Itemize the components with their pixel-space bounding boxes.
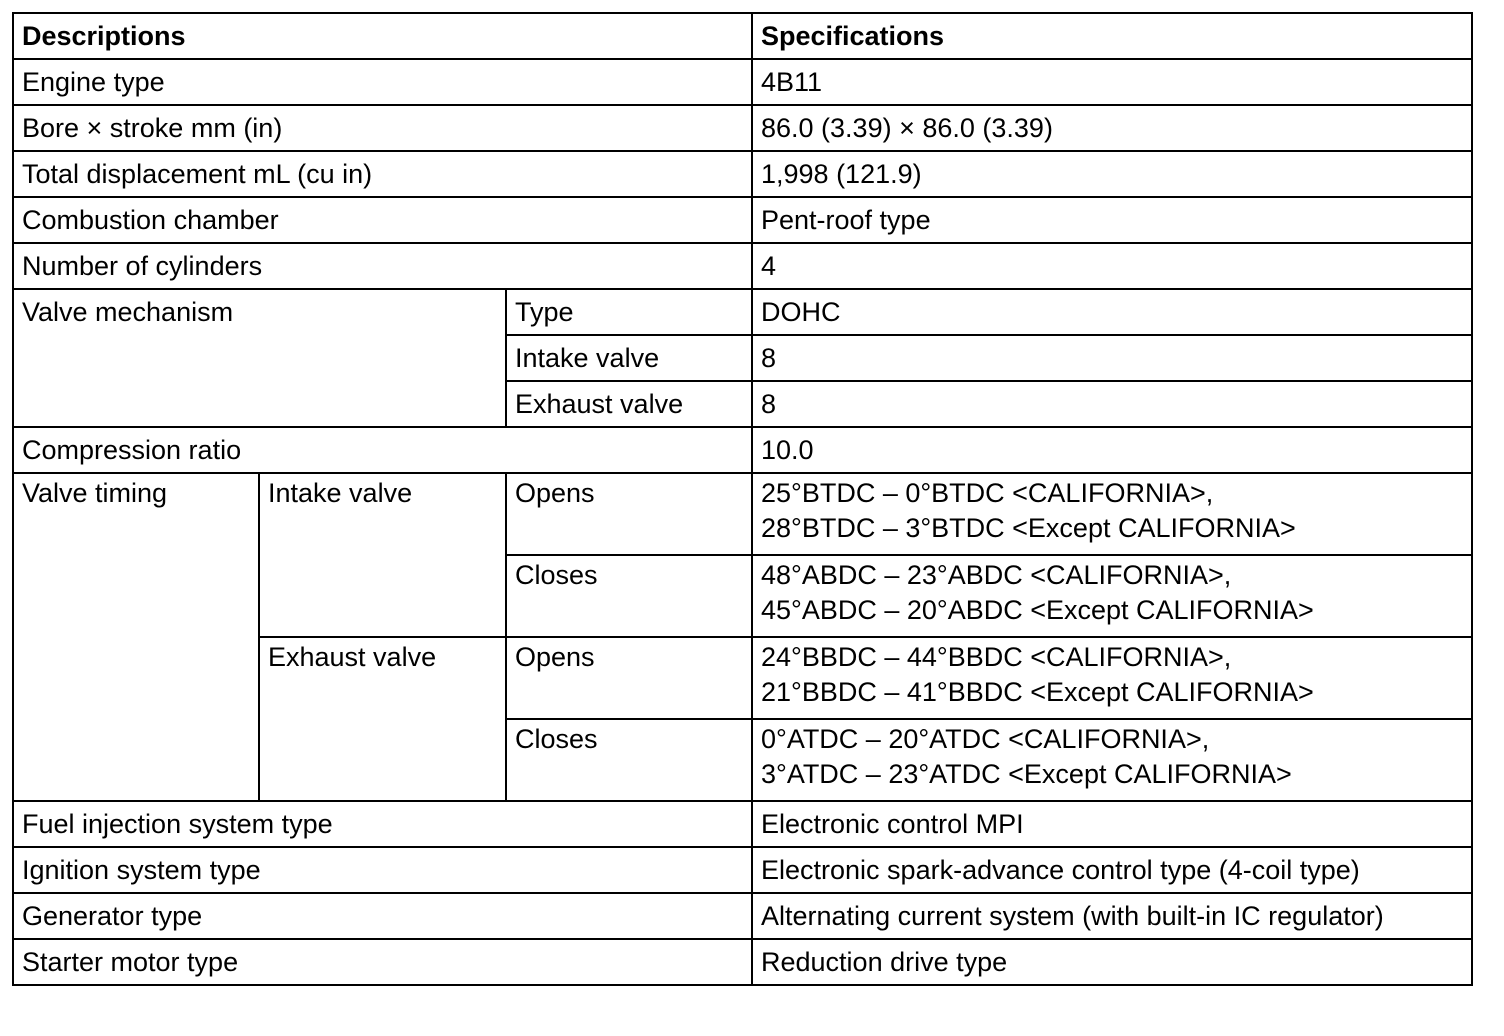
table-row <box>13 197 1472 243</box>
exhaust-opens-value <box>752 637 1472 719</box>
table-row <box>13 427 1472 473</box>
generator-label: Generator type <box>13 893 752 939</box>
exhaust-closes-line2: 3°ATDC – 23°ATDC <Except CALIFORNIA> <box>761 759 1292 789</box>
cylinders-value: 4 <box>752 243 1472 289</box>
intake-closes-line2: 45°ABDC – 20°ABDC <Except CALIFORNIA> <box>761 595 1314 625</box>
exhaust-closes-value <box>752 719 1472 801</box>
engine-type-value: 4B11 <box>752 59 1472 105</box>
table-row <box>13 939 1472 985</box>
valve-mechanism-exhaust-label: Exhaust valve <box>506 381 752 427</box>
combustion-chamber-value: Pent-roof type <box>752 197 1472 243</box>
fuel-injection-label: Fuel injection system type <box>13 801 752 847</box>
valve-mechanism-type-label: Type <box>506 289 752 335</box>
exhaust-closes-line1: 0°ATDC – 20°ATDC <CALIFORNIA>, <box>761 724 1210 754</box>
exhaust-opens-line2: 21°BBDC – 41°BBDC <Except CALIFORNIA> <box>761 677 1314 707</box>
generator-value: Alternating current system (with built-in IC regulator) <box>752 893 1472 939</box>
valve-mechanism-intake-value: 8 <box>752 335 1472 381</box>
starter-motor-value: Reduction drive type <box>752 939 1472 985</box>
valve-mechanism-type-value: DOHC <box>752 289 1472 335</box>
table-row <box>13 473 1472 555</box>
intake-opens-line1: 25°BTDC – 0°BTDC <CALIFORNIA>, <box>761 478 1214 508</box>
table-row <box>13 59 1472 105</box>
compression-ratio-label: Compression ratio <box>13 427 752 473</box>
valve-timing-label: Valve timing <box>13 473 259 801</box>
intake-closes-value <box>752 555 1472 637</box>
fuel-injection-value: Electronic control MPI <box>752 801 1472 847</box>
table-row <box>13 105 1472 151</box>
ignition-value: Electronic spark-advance control type (4-coil type) <box>752 847 1472 893</box>
table-row <box>13 847 1472 893</box>
valve-timing-intake-label: Intake valve <box>259 473 506 637</box>
table-row <box>13 151 1472 197</box>
intake-closes-line1: 48°ABDC – 23°ABDC <CALIFORNIA>, <box>761 560 1232 590</box>
ignition-label: Ignition system type <box>13 847 752 893</box>
engine-type-label: Engine type <box>13 59 752 105</box>
header-specifications: Specifications <box>752 13 1472 59</box>
compression-ratio-value: 10.0 <box>752 427 1472 473</box>
exhaust-opens-line1: 24°BBDC – 44°BBDC <CALIFORNIA>, <box>761 642 1232 672</box>
cylinders-label: Number of cylinders <box>13 243 752 289</box>
valve-timing-exhaust-label: Exhaust valve <box>259 637 506 801</box>
exhaust-closes-label: Closes <box>506 719 752 801</box>
valve-mechanism-intake-label: Intake valve <box>506 335 752 381</box>
combustion-chamber-label: Combustion chamber <box>13 197 752 243</box>
displacement-value: 1,998 (121.9) <box>752 151 1472 197</box>
valve-mechanism-exhaust-value: 8 <box>752 381 1472 427</box>
engine-spec-table <box>12 12 1473 986</box>
intake-opens-label: Opens <box>506 473 752 555</box>
bore-stroke-label: Bore × stroke mm (in) <box>13 105 752 151</box>
displacement-label: Total displacement mL (cu in) <box>13 151 752 197</box>
intake-closes-label: Closes <box>506 555 752 637</box>
valve-mechanism-label: Valve mechanism <box>13 289 506 427</box>
intake-opens-value <box>752 473 1472 555</box>
table-row <box>13 893 1472 939</box>
table-row <box>13 243 1472 289</box>
table-row <box>13 289 1472 335</box>
intake-opens-line2: 28°BTDC – 3°BTDC <Except CALIFORNIA> <box>761 513 1296 543</box>
bore-stroke-value: 86.0 (3.39) × 86.0 (3.39) <box>752 105 1472 151</box>
table-row <box>13 801 1472 847</box>
table-header-row <box>13 13 1472 59</box>
header-descriptions: Descriptions <box>13 13 752 59</box>
exhaust-opens-label: Opens <box>506 637 752 719</box>
starter-motor-label: Starter motor type <box>13 939 752 985</box>
